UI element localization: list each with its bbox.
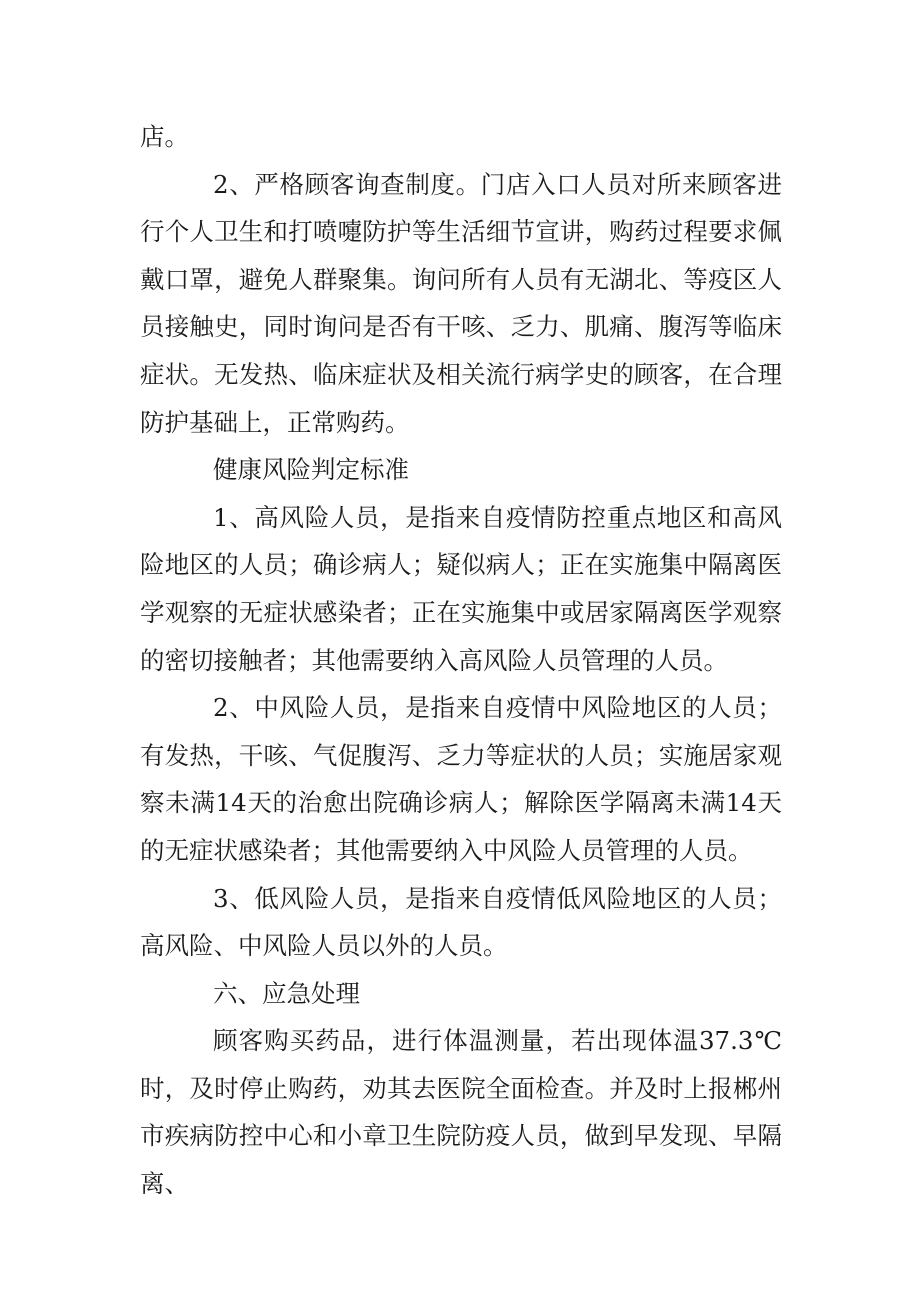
document-body: [140, 113, 782, 1208]
paragraph-emergency: 顾客购买药品，进行体温测量，若出现体温37.3℃时，及时停止购药，劝其去医院全面检查。并及时上报郴州市疾病防控中心和小章卫生院防疫人员，做到早发现、早隔离、: [140, 1026, 782, 1199]
paragraph-low-risk: 3、低风险人员，是指来自疫情低风险地区的人员；高风险、中风险人员以外的人员。: [140, 883, 782, 961]
section-heading-risk-criteria: 健康风险判定标准: [213, 455, 409, 485]
section-heading-emergency: 六、应急处理: [213, 978, 360, 1008]
paragraph-high-risk: 1、高风险人员，是指来自疫情防控重点地区和高风险地区的人员；确诊病人；疑似病人；正在实施集中隔离医学观察的无症状感染者；正在实施集中或居家隔离医学观察的密切接触者；其他需要纳入高风险人员管理的人员。: [140, 502, 782, 675]
paragraph-medium-risk: 2、中风险人员，是指来自疫情中风险地区的人员；有发热，干咳、气促腹泻、乏力等症状的人员；实施居家观察未满14天的治愈出院确诊病人；解除医学隔离未满14天的无症状感染者；其他需要纳入中风险人员管理的人员。: [140, 693, 782, 865]
paragraph-inquiry-system: 2、严格顾客询查制度。门店入口人员对所来顾客进行个人卫生和打喷嚏防护等生活细节宣讲，购药过程要求佩戴口罩，避免人群聚集。询问所有人员有无湖北、等疫区人员接触史，同时询问是否有干咳、乏力、肌痛、腹泻等临床症状。无发热、临床症状及相关流行病学史的顾客，在合理防护基础上，正常购药。: [140, 169, 782, 437]
paragraph-continued: 店。: [140, 122, 189, 151]
